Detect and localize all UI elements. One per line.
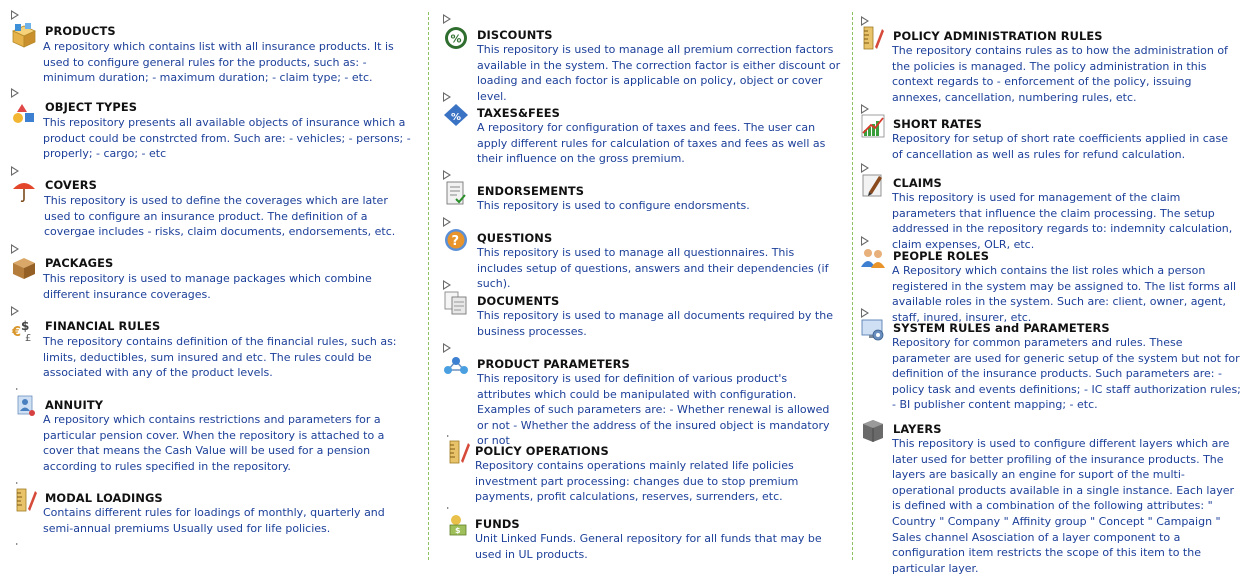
item-title: QUESTIONS (477, 231, 553, 245)
object-shapes-icon (11, 100, 37, 126)
people-icon (860, 245, 886, 271)
item-title: SHORT RATES (893, 117, 982, 131)
annuity-person-icon (13, 393, 39, 419)
item-description: The repository contains definition of the financial rules, such as: limits, deductibles, sum insured and etc. The rules could be associated with any of the product levels. (43, 335, 397, 380)
currency-icon (11, 317, 37, 343)
svg-text:%: % (451, 112, 462, 123)
item-description: Repository contains operations mainly related life policies investment part processing: changes due to stop premium payments, profit calculations, reserves, surrenders, etc. (475, 459, 799, 504)
expand-triangle-icon[interactable] (447, 507, 449, 509)
item-description: This repository is used for management of the claim parameters that influence the claim processing. The setup addressed in the repository regards to: indemnity calculation, claim expenses, OLR, etc. (892, 191, 1233, 251)
funds-icon (446, 511, 472, 537)
ruler-icon (446, 439, 472, 465)
item-description: This repository is used to configure endorsments. (477, 199, 750, 212)
expand-triangle-icon[interactable] (11, 306, 19, 316)
expand-triangle-icon[interactable] (16, 482, 18, 484)
system-settings-icon (860, 317, 886, 343)
growth-chart-icon (860, 113, 886, 139)
question-icon (443, 227, 469, 253)
item-title: FUNDS (475, 517, 520, 531)
item-title: POLICY ADMINISTRATION RULES (893, 29, 1103, 43)
item-title: CLAIMS (893, 176, 942, 190)
column-2 (430, 0, 850, 563)
ruler-icon (860, 25, 886, 51)
item-description: A repository for configuration of taxes and fees. The user can apply different rules for calculation of taxes and fees as well as their influence on the gross premium. (477, 121, 826, 166)
item-description: A Repository which contains the list roles which a person registered in the system may be assigned to. The list forms all available roles in the system. Such are: client, owner, agent, staff, inured, insurer, etc. (892, 264, 1237, 324)
item-title: FINANCIAL RULES (45, 319, 161, 333)
column-1 (0, 0, 424, 563)
item-description: This repository is used to manage packages which combine different insurance coverages. (43, 272, 372, 301)
expand-triangle-icon[interactable] (443, 343, 451, 353)
column-divider (428, 12, 429, 560)
item-title: ANNUITY (45, 398, 104, 412)
ruler-icon (13, 487, 39, 513)
tax-house-icon (443, 102, 469, 128)
item-title: ENDORSEMENTS (477, 184, 585, 198)
item-description: Contains different rules for loadings of monthly, quarterly and semi-annual premiums Usually used for life policies. (43, 506, 385, 535)
item-description: This repository is used to configure different layers which are later used for better profiling of the insurance products. The layers are basically an engine for suport of the multi-operational products available in a single instance. Each layer is defined with a combination of the following attributes: " Country " Company " Affinity group " Concept " Campaign " Sales channel Asosciation of a layer component to a configuration item restricts the scope of this item to the particular layer. (892, 437, 1235, 575)
svg-text:£: £ (25, 333, 32, 343)
column-3 (855, 0, 1247, 575)
item-description: A repository which contains restrictions and parameters for a particular pension cover. When the repository is attached to a cover that means the Cash Value will be used for a pension according to rules specified in the repository. (43, 413, 385, 473)
item-description: This repository is used to define the coverages which are later used to configure an insurance product. The definition of a covergae includes - risks, claim documents, endorsements, etc. (44, 194, 396, 239)
item-title: PEOPLE ROLES (893, 249, 990, 263)
document-check-icon (443, 180, 469, 206)
expand-triangle-icon[interactable] (443, 170, 451, 180)
expand-triangle-icon[interactable] (16, 543, 18, 545)
item-title: PRODUCTS (45, 24, 116, 38)
item-title: PRODUCT PARAMETERS (477, 357, 630, 371)
item-description: A repository which contains list with all insurance products. It is used to configure general rules for the products, such as: - minimum duration; - maximum duration; - claim type; - etc. (43, 40, 394, 85)
item-title: SYSTEM RULES and PARAMETERS (893, 321, 1110, 335)
claim-pen-icon (860, 172, 886, 198)
item-description: This repository is used to manage all questionnaires. This includes setup of questions, answers and their dependencies (if such). (477, 246, 829, 291)
item-description: Repository for setup of short rate coefficients applied in case of cancellation as well as rules for refund calculation. (892, 132, 1229, 161)
item-title: COVERS (45, 178, 97, 192)
svg-text:$: $ (21, 319, 30, 333)
package-box-icon (11, 255, 37, 281)
svg-text:%: % (450, 32, 462, 46)
svg-text:€: € (12, 325, 22, 340)
item-title: PACKAGES (45, 256, 114, 270)
item-description: Repository for common parameters and rules. These parameter are used for generic setup of the system but not for definition of the insurance products. Such parameters are: - policy task and events definitions; - IC staff authorization rules; - BI publisher content mapping; - etc. (892, 336, 1241, 412)
item-description: Unit Linked Funds. General repository for all funds that may be used in UL products. (475, 532, 822, 561)
item-title: MODAL LOADINGS (45, 491, 163, 505)
item-description: This repository is used to manage all premium correction factors available in the system. The correction factor is either discount or loading and each foctor is applicable on policy, object or cover level. (477, 43, 841, 103)
item-title: OBJECT TYPES (45, 100, 138, 114)
item-title: DISCOUNTS (477, 28, 553, 42)
expand-triangle-icon[interactable] (443, 217, 451, 227)
item-description: This repository presents all available objects of insurance which a product could be constrcted from. Such are: - vehicles; - persons; - properly; - cargo; - etc (43, 116, 411, 161)
expand-triangle-icon[interactable] (11, 166, 19, 176)
item-title: DOCUMENTS (477, 294, 560, 308)
svg-text:?: ? (451, 234, 460, 249)
products-box-icon (11, 22, 37, 48)
item-title: TAXES&FEES (477, 106, 560, 120)
item-description: This repository is used to manage all documents required by the business processes. (477, 309, 833, 338)
expand-triangle-icon[interactable] (11, 88, 19, 98)
svg-text:$: $ (455, 526, 461, 535)
item-title: POLICY OPERATIONS (475, 444, 609, 458)
item-description: This repository is used for definition of various product's attributes which could be manipulated with configuration. Examples of such parameters are: - Whether renewal is allowed or not - Whether the address of the insured object is mandatory or not (477, 372, 830, 448)
expand-triangle-icon[interactable] (443, 92, 451, 102)
documents-icon (443, 290, 469, 316)
layers-icon (860, 418, 886, 444)
umbrella-icon (11, 177, 37, 203)
expand-triangle-icon[interactable] (443, 280, 451, 290)
expand-triangle-icon[interactable] (447, 435, 449, 437)
network-icon (443, 353, 469, 379)
expand-triangle-icon[interactable] (443, 14, 451, 24)
item-description: The repository contains rules as to how the administration of the policies is managed. The policy administration in this context regards to - enforcement of the policy, issuing annexes, cancellation, numbering rules, etc. (892, 44, 1228, 104)
expand-triangle-icon[interactable] (16, 388, 18, 390)
item-title: LAYERS (893, 422, 942, 436)
column-divider (852, 12, 853, 560)
expand-triangle-icon[interactable] (11, 10, 19, 20)
percent-icon (443, 25, 469, 51)
expand-triangle-icon[interactable] (11, 244, 19, 254)
